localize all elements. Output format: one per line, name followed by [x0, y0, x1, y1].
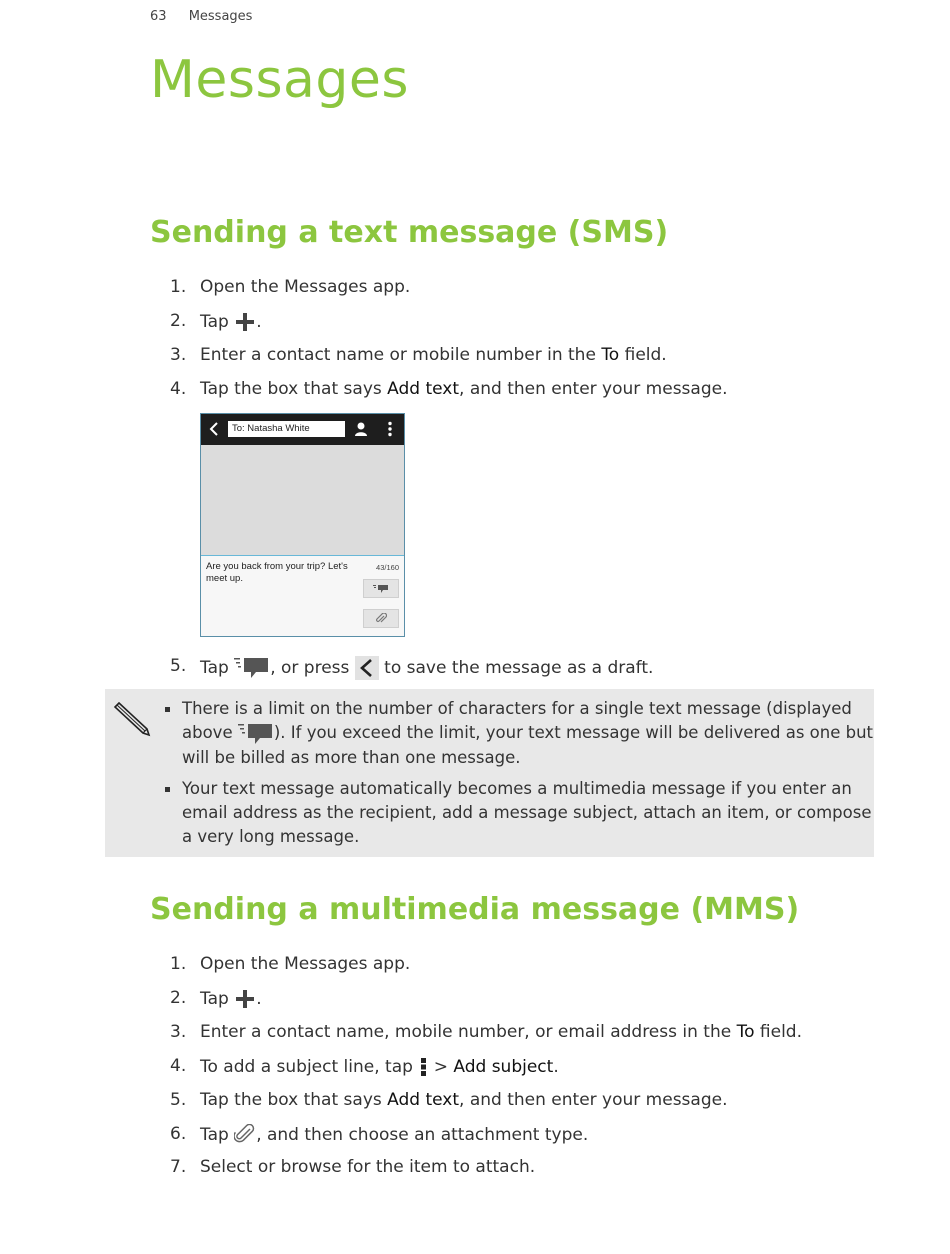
phone-action-bar	[201, 414, 404, 445]
to-field-label: To	[601, 345, 620, 365]
sms-heading: Sending a text message (SMS)	[150, 215, 669, 250]
save-draft-icon	[238, 722, 274, 746]
page-number: 63	[150, 9, 167, 24]
phone-message-text: Are you back from your trip? Let's meet up.	[206, 561, 348, 584]
more-icon	[418, 1056, 428, 1078]
plus-icon	[234, 988, 256, 1010]
phone-char-counter: 43/160	[376, 563, 399, 572]
bullet	[165, 787, 170, 792]
save-draft-icon	[234, 656, 270, 680]
add-subject-label: Add subject	[453, 1057, 554, 1077]
phone-screenshot	[200, 413, 405, 637]
phone-attach-button	[363, 609, 399, 628]
phone-contact-icon	[354, 421, 368, 437]
add-text-label: Add text	[387, 379, 460, 399]
add-text-label: Add text	[387, 1090, 460, 1110]
phone-send-icon	[373, 584, 389, 594]
phone-more-icon	[387, 421, 393, 437]
phone-compose-area	[201, 556, 404, 637]
note-box: There is a limit on the number of characters for a single text message (displayed above ). If you exceed the limit, your text message will be delivered as one but will be billed as more than one message. Your text message automatically becomes a multimedia message if you enter an email address as the recipient, add a message subject, attach an item, or compose a very long message.	[105, 689, 874, 857]
pencil-icon	[113, 699, 151, 737]
phone-send-button	[363, 579, 399, 598]
phone-to-field: To: Natasha White	[228, 421, 345, 437]
paperclip-icon	[234, 1124, 256, 1146]
plus-icon	[234, 311, 256, 333]
bullet	[165, 707, 170, 712]
page-title: Messages	[150, 50, 409, 110]
mms-heading: Sending a multimedia message (MMS)	[150, 892, 800, 927]
page-header	[150, 9, 252, 24]
phone-back-icon	[208, 421, 220, 437]
phone-paperclip-icon	[375, 613, 387, 625]
back-icon	[355, 656, 379, 680]
to-field-label: To	[736, 1022, 755, 1042]
phone-thread-area	[201, 445, 404, 556]
header-section: Messages	[188, 9, 253, 24]
